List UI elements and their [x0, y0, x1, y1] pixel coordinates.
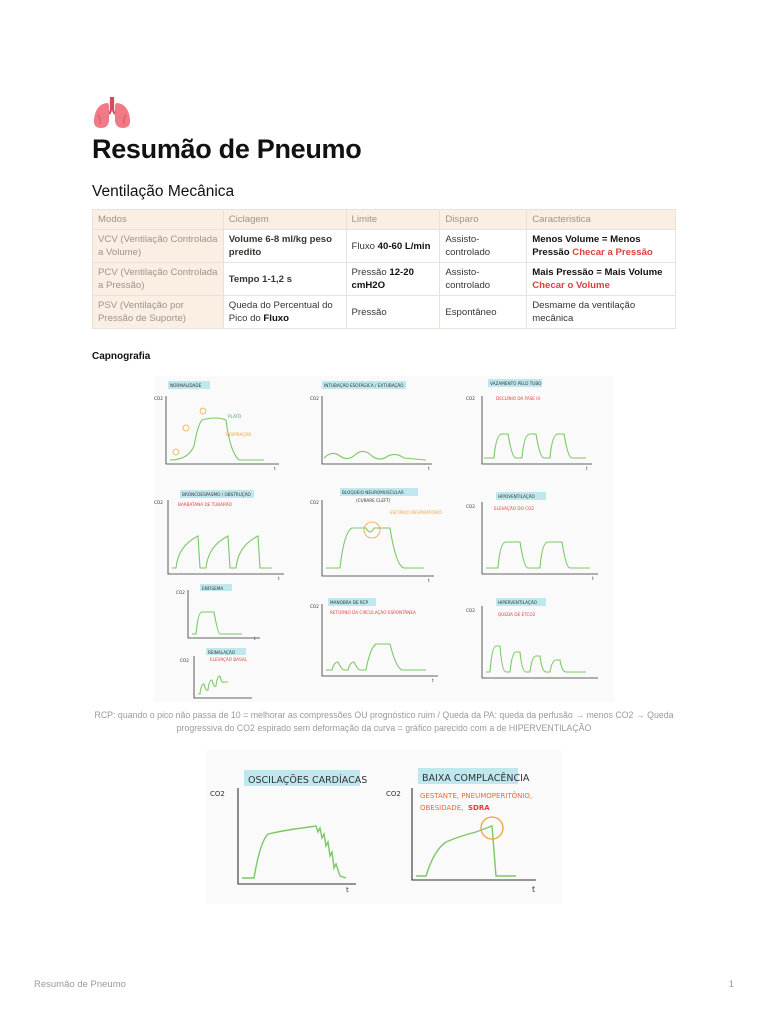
axis-co2: CO2 — [386, 790, 401, 798]
panel-note: ELEVAÇÃO DO CO2 — [494, 506, 535, 511]
panel-note: RETORNO DA CIRCULAÇÃO ESPONTÂNEA — [330, 610, 416, 615]
table-row — [93, 230, 676, 263]
axis-co2: CO2 — [310, 500, 319, 505]
axis-co2: CO2 — [210, 790, 225, 798]
axis-co2: CO2 — [466, 504, 475, 509]
table-cell-disparo: Assisto-controlado — [440, 230, 527, 263]
limite-bold-text: 12-20 cmH2O — [351, 267, 414, 291]
axis-t: t — [428, 466, 430, 471]
oscilacoes-complacencia-figure — [206, 750, 562, 904]
table-cell-modo: VCV (Ventilação Controlada a Volume) — [93, 230, 224, 263]
panel-note-1: GESTANTE, PNEUMOPERITÔNIO, — [420, 792, 533, 800]
axis-co2: CO2 — [176, 590, 185, 595]
panel-note-highlight: SDRA — [468, 804, 490, 812]
capnografia-caption: RCP: quando o pico não passa de 10 = melhorar as compressões OU prognóstico ruim / Queda da PA: queda da perfusão → menos CO2 → Queda progressiva do CO2 espirado sem deformação da curva = gráfico parecido com a de HIPERVENTILAÇÃO — [94, 710, 674, 733]
axis-co2: CO2 — [154, 396, 163, 401]
carac-bold-text: Menos Volume = Menos Pressão — [532, 234, 641, 258]
panel-title: NORMALIDADE — [170, 383, 202, 388]
table-cell-caracteristica — [527, 263, 676, 296]
panel-note: BARBATANA DE TUBARÃO — [178, 502, 232, 507]
table-cell-limite: Pressão — [346, 296, 440, 329]
panel-note: QUEDA DE ETCO2 — [498, 612, 536, 617]
page-number: 1 — [728, 979, 734, 990]
panel-title: BRONCOESPASMO / OBSTRUÇÃO — [182, 492, 251, 497]
page-title: Resumão de Pneumo — [92, 134, 362, 164]
limite-text: Pressão — [351, 267, 390, 278]
capnografia-figure — [154, 376, 614, 702]
table-cell-modo: PCV (Ventilação Controlada a Pressão) — [93, 263, 224, 296]
panel-title: VAZAMENTO PELO TUBO — [490, 381, 542, 386]
table-header: Disparo — [440, 210, 527, 230]
axis-t: t — [254, 636, 256, 641]
axis-t: t — [532, 885, 536, 894]
panel-note-2: OBESIDADE, — [420, 804, 464, 812]
panel-note: ELEVAÇÃO BASAL — [210, 657, 248, 662]
table-cell-ciclagem — [223, 296, 346, 329]
table-cell-modo: PSV (Ventilação por Pressão de Suporte) — [93, 296, 224, 329]
panel-title: MANOBRA DE RCP — [330, 600, 369, 605]
table-cell-ciclagem: Volume 6-8 ml/kg peso predito — [223, 230, 346, 263]
axis-t: t — [586, 466, 588, 471]
panel-title: BLOQUEIO NEUROMUSCULAR — [342, 490, 404, 495]
axis-co2: CO2 — [466, 608, 475, 613]
table-cell-limite — [346, 263, 440, 296]
axis-co2: CO2 — [466, 396, 475, 401]
axis-t: t — [428, 578, 430, 583]
lungs-icon — [92, 95, 132, 131]
axis-co2: CO2 — [180, 658, 189, 663]
footer-title: Resumão de Pneumo — [34, 979, 126, 990]
panel-subtitle: (CURARE CLEFT) — [356, 498, 391, 503]
table-header: Limite — [346, 210, 440, 230]
table-cell-caracteristica — [527, 230, 676, 263]
ciclagem-bold-text: Fluxo — [263, 313, 290, 324]
table-cell-disparo: Espontâneo — [440, 296, 527, 329]
panel-title: ENFISEMA — [202, 586, 224, 591]
table-header: Caracteristica — [527, 210, 676, 230]
axis-t: t — [432, 678, 434, 683]
axis-co2: CO2 — [154, 500, 163, 505]
carac-red-text: Checar o Volume — [532, 280, 610, 291]
panel-title: REINALAÇÃO — [208, 650, 236, 655]
ventilation-table — [92, 209, 676, 329]
table-header: Modos — [93, 210, 224, 230]
ciclagem-text: Queda do Percentual do Pico do — [228, 300, 333, 324]
limite-bold-text: 40-60 L/min — [377, 240, 431, 252]
table-row — [93, 263, 676, 296]
axis-co2: CO2 — [310, 604, 319, 609]
panel-title: HIPERVENTILAÇÃO — [498, 600, 537, 605]
note-inspiracao: INSPIRAÇÃO — [226, 432, 252, 437]
table-header-row — [93, 210, 676, 230]
axis-t: t — [592, 576, 594, 581]
carac-red-text: Checar a Pressão — [572, 247, 653, 258]
panel-title: BAIXA COMPLACÊNCIA — [422, 773, 530, 784]
table-cell-disparo: Assisto-controlado — [440, 263, 527, 296]
table-row — [93, 296, 676, 329]
axis-co2: CO2 — [310, 396, 319, 401]
table-header: Ciclagem — [223, 210, 346, 230]
table-cell-ciclagem: Tempo 1-1,2 s — [223, 263, 346, 296]
table-cell-caracteristica: Desmame da ventilação mecânica — [527, 296, 676, 329]
panel-note: ESFORÇO RESPIRATÓRIO — [390, 510, 442, 515]
carac-bold-text: Mais Pressão = Mais Volume — [532, 267, 663, 278]
capnografia-title: Capnografia — [92, 351, 151, 362]
panel-title: INTUBAÇÃO ESOFÁGICA / EXTUBAÇÃO — [324, 383, 404, 388]
panel-title: OSCILAÇÕES CARDÍACAS — [248, 775, 368, 786]
axis-t: t — [346, 886, 349, 894]
table-cell-limite — [346, 230, 440, 263]
limite-text: Fluxo — [351, 240, 378, 252]
section-title: Ventilação Mecânica — [92, 183, 235, 200]
panel-title: HIPOVENTILAÇÃO — [498, 494, 535, 499]
axis-t: t — [274, 466, 276, 471]
panel-note: DECLÍNIO DA FASE III — [496, 396, 540, 401]
note-plato: PLATÔ — [228, 414, 242, 419]
axis-t: t — [278, 576, 280, 581]
